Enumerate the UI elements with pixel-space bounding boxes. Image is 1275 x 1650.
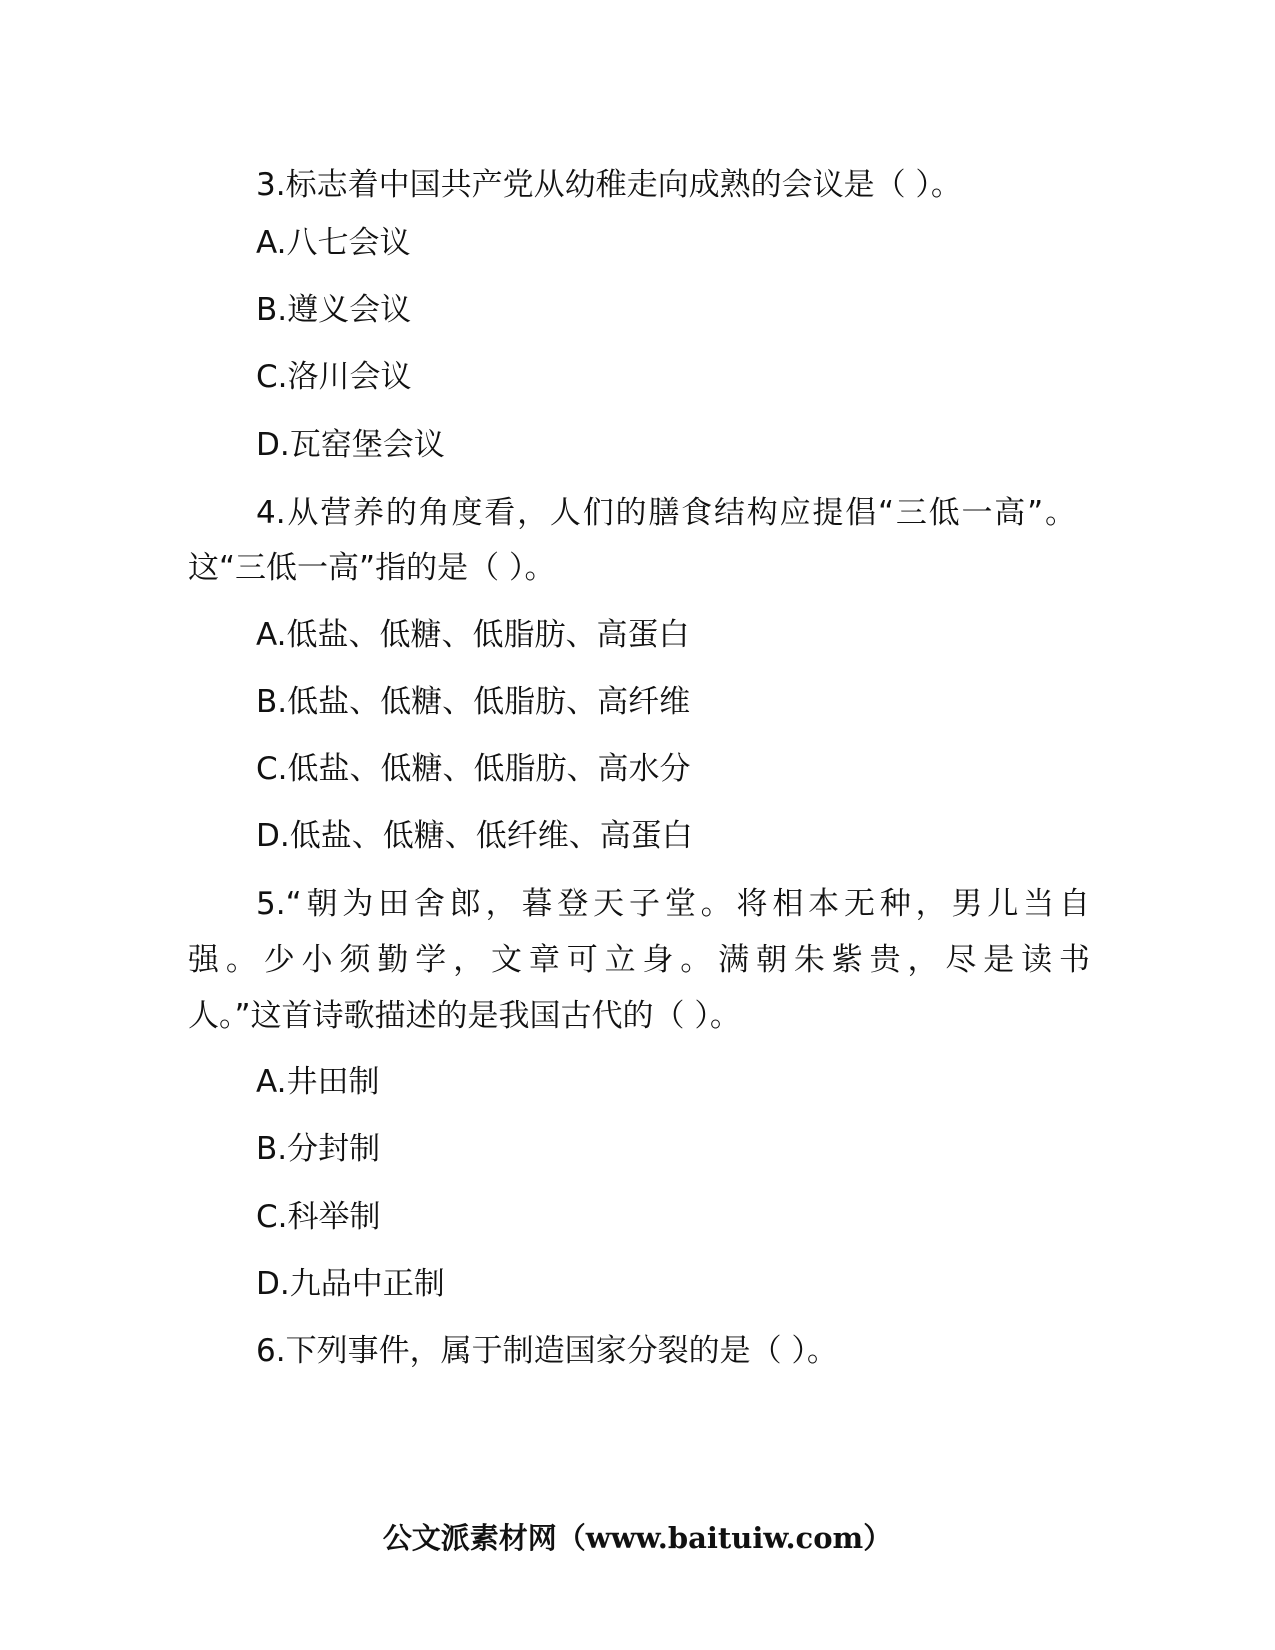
question-5-option-c: C.科举制 [256, 1199, 381, 1235]
question-3-option-c: C.洛川会议 [256, 359, 412, 395]
question-4-text-line-1: 4.从营养的角度看，人们的膳食结构应提倡“三低一高”。 [256, 495, 1076, 531]
question-4-option-d: D.低盐、低糖、低纤维、高蛋白 [256, 818, 693, 854]
question-3-option-b: B.遵义会议 [256, 292, 412, 328]
question-4-option-c: C.低盐、低糖、低脂肪、高水分 [256, 751, 691, 787]
footer-source-link[interactable]: 公文派素材网（www.baituiw.com） [382, 1521, 893, 1555]
question-5-option-a: A.井田制 [256, 1064, 380, 1100]
question-4-text-line-2: 这“三低一高”指的是（ ）。 [188, 550, 556, 586]
question-3-option-d: D.瓦窑堡会议 [256, 427, 445, 463]
question-4-option-a: A.低盐、低糖、低脂肪、高蛋白 [256, 617, 690, 653]
question-5-text-line-1: 5.“朝为田舍郎，暮登天子堂。将相本无种，男儿当自 [256, 886, 1090, 922]
question-4-option-b: B.低盐、低糖、低脂肪、高纤维 [256, 684, 691, 720]
question-5-text-line-3: 人。”这首诗歌描述的是我国古代的（ ）。 [188, 998, 741, 1034]
question-3-text: 3.标志着中国共产党从幼稚走向成熟的会议是（ ）。 [256, 167, 962, 203]
question-5-option-b: B.分封制 [256, 1131, 381, 1167]
question-5-text-line-2: 强。少小须勤学，文章可立身。满朝朱紫贵，尽是读书 [188, 942, 1090, 978]
question-3-option-a: A.八七会议 [256, 225, 411, 261]
question-5-option-d: D.九品中正制 [256, 1266, 445, 1302]
question-6-text: 6.下列事件，属于制造国家分裂的是（ ）。 [256, 1333, 838, 1369]
